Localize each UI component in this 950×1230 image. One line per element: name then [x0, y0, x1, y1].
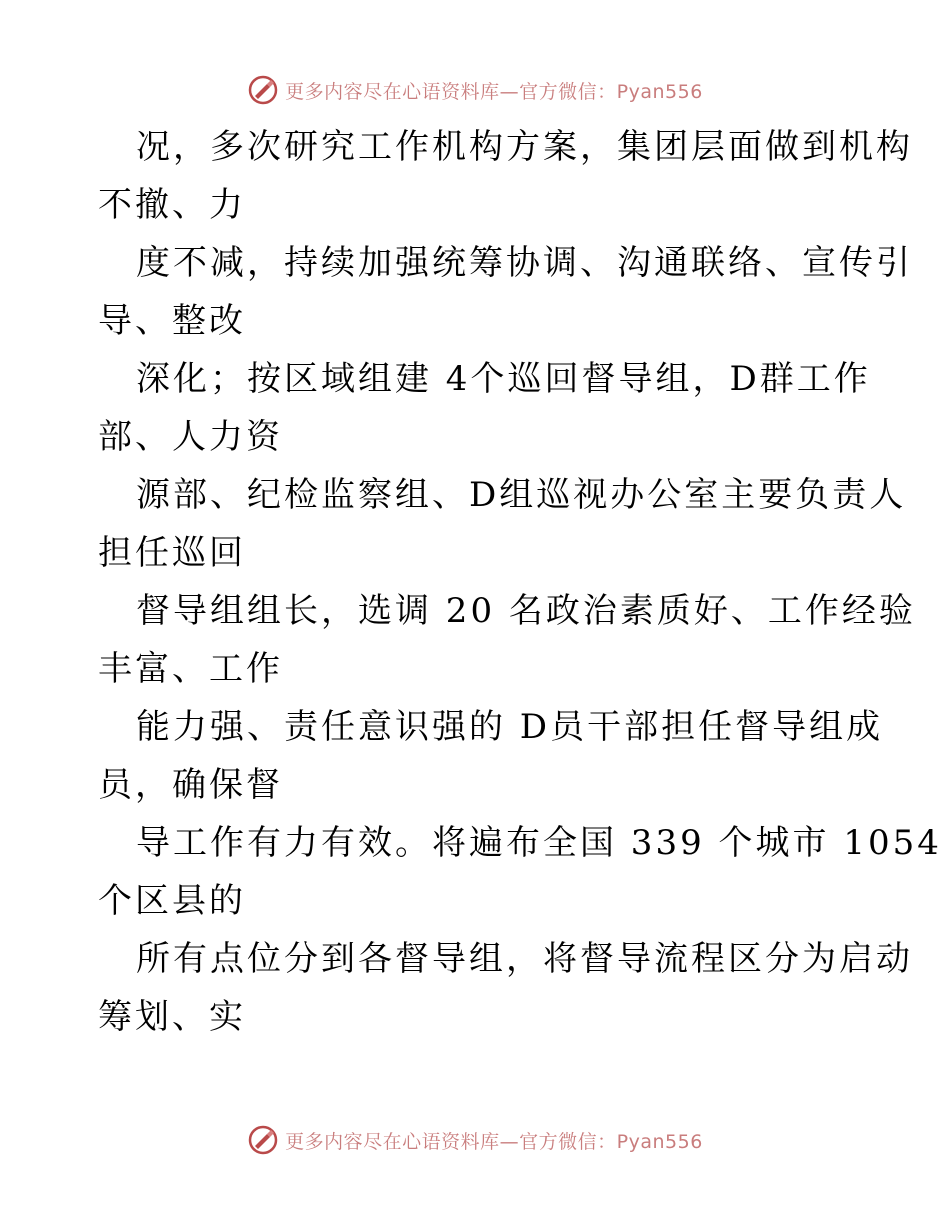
header-watermark — [0, 70, 950, 110]
text-line: 担任巡回 — [98, 533, 246, 573]
footer-watermark — [0, 1120, 950, 1160]
pen-logo-icon — [247, 1124, 279, 1156]
text-line: 深化；按区域组建 4个巡回督导组，D群工作 — [136, 359, 871, 399]
text-line: 筹划、实 — [98, 997, 246, 1037]
text-line: 不撤、力 — [98, 185, 246, 225]
text-line: 所有点位分到各督导组，将督导流程区分为启动 — [136, 939, 913, 979]
text-line: 导工作有力有效。将遍布全国 339 个城市 1054 — [136, 823, 942, 863]
watermark-text: 更多内容尽在心语资料库—官方微信：Pyan556 — [285, 1130, 703, 1153]
text-line: 丰富、工作 — [98, 649, 283, 689]
watermark-text: 更多内容尽在心语资料库—官方微信：Pyan556 — [285, 80, 703, 103]
pen-logo-icon — [247, 74, 279, 106]
text-line: 度不减，持续加强统筹协调、沟通联络、宣传引 — [136, 243, 913, 283]
text-line: 导、整改 — [98, 301, 246, 341]
text-line: 个区县的 — [98, 881, 246, 921]
text-line: 员，确保督 — [98, 765, 283, 805]
text-line: 部、人力资 — [98, 417, 283, 457]
text-line: 况，多次研究工作机构方案，集团层面做到机构 — [136, 127, 913, 167]
text-line: 源部、纪检监察组、D组巡视办公室主要负责人 — [136, 475, 907, 515]
text-line: 督导组组长，选调 20 名政治素质好、工作经验 — [136, 591, 916, 631]
text-line: 能力强、责任意识强的 D员干部担任督导组成 — [136, 707, 884, 747]
